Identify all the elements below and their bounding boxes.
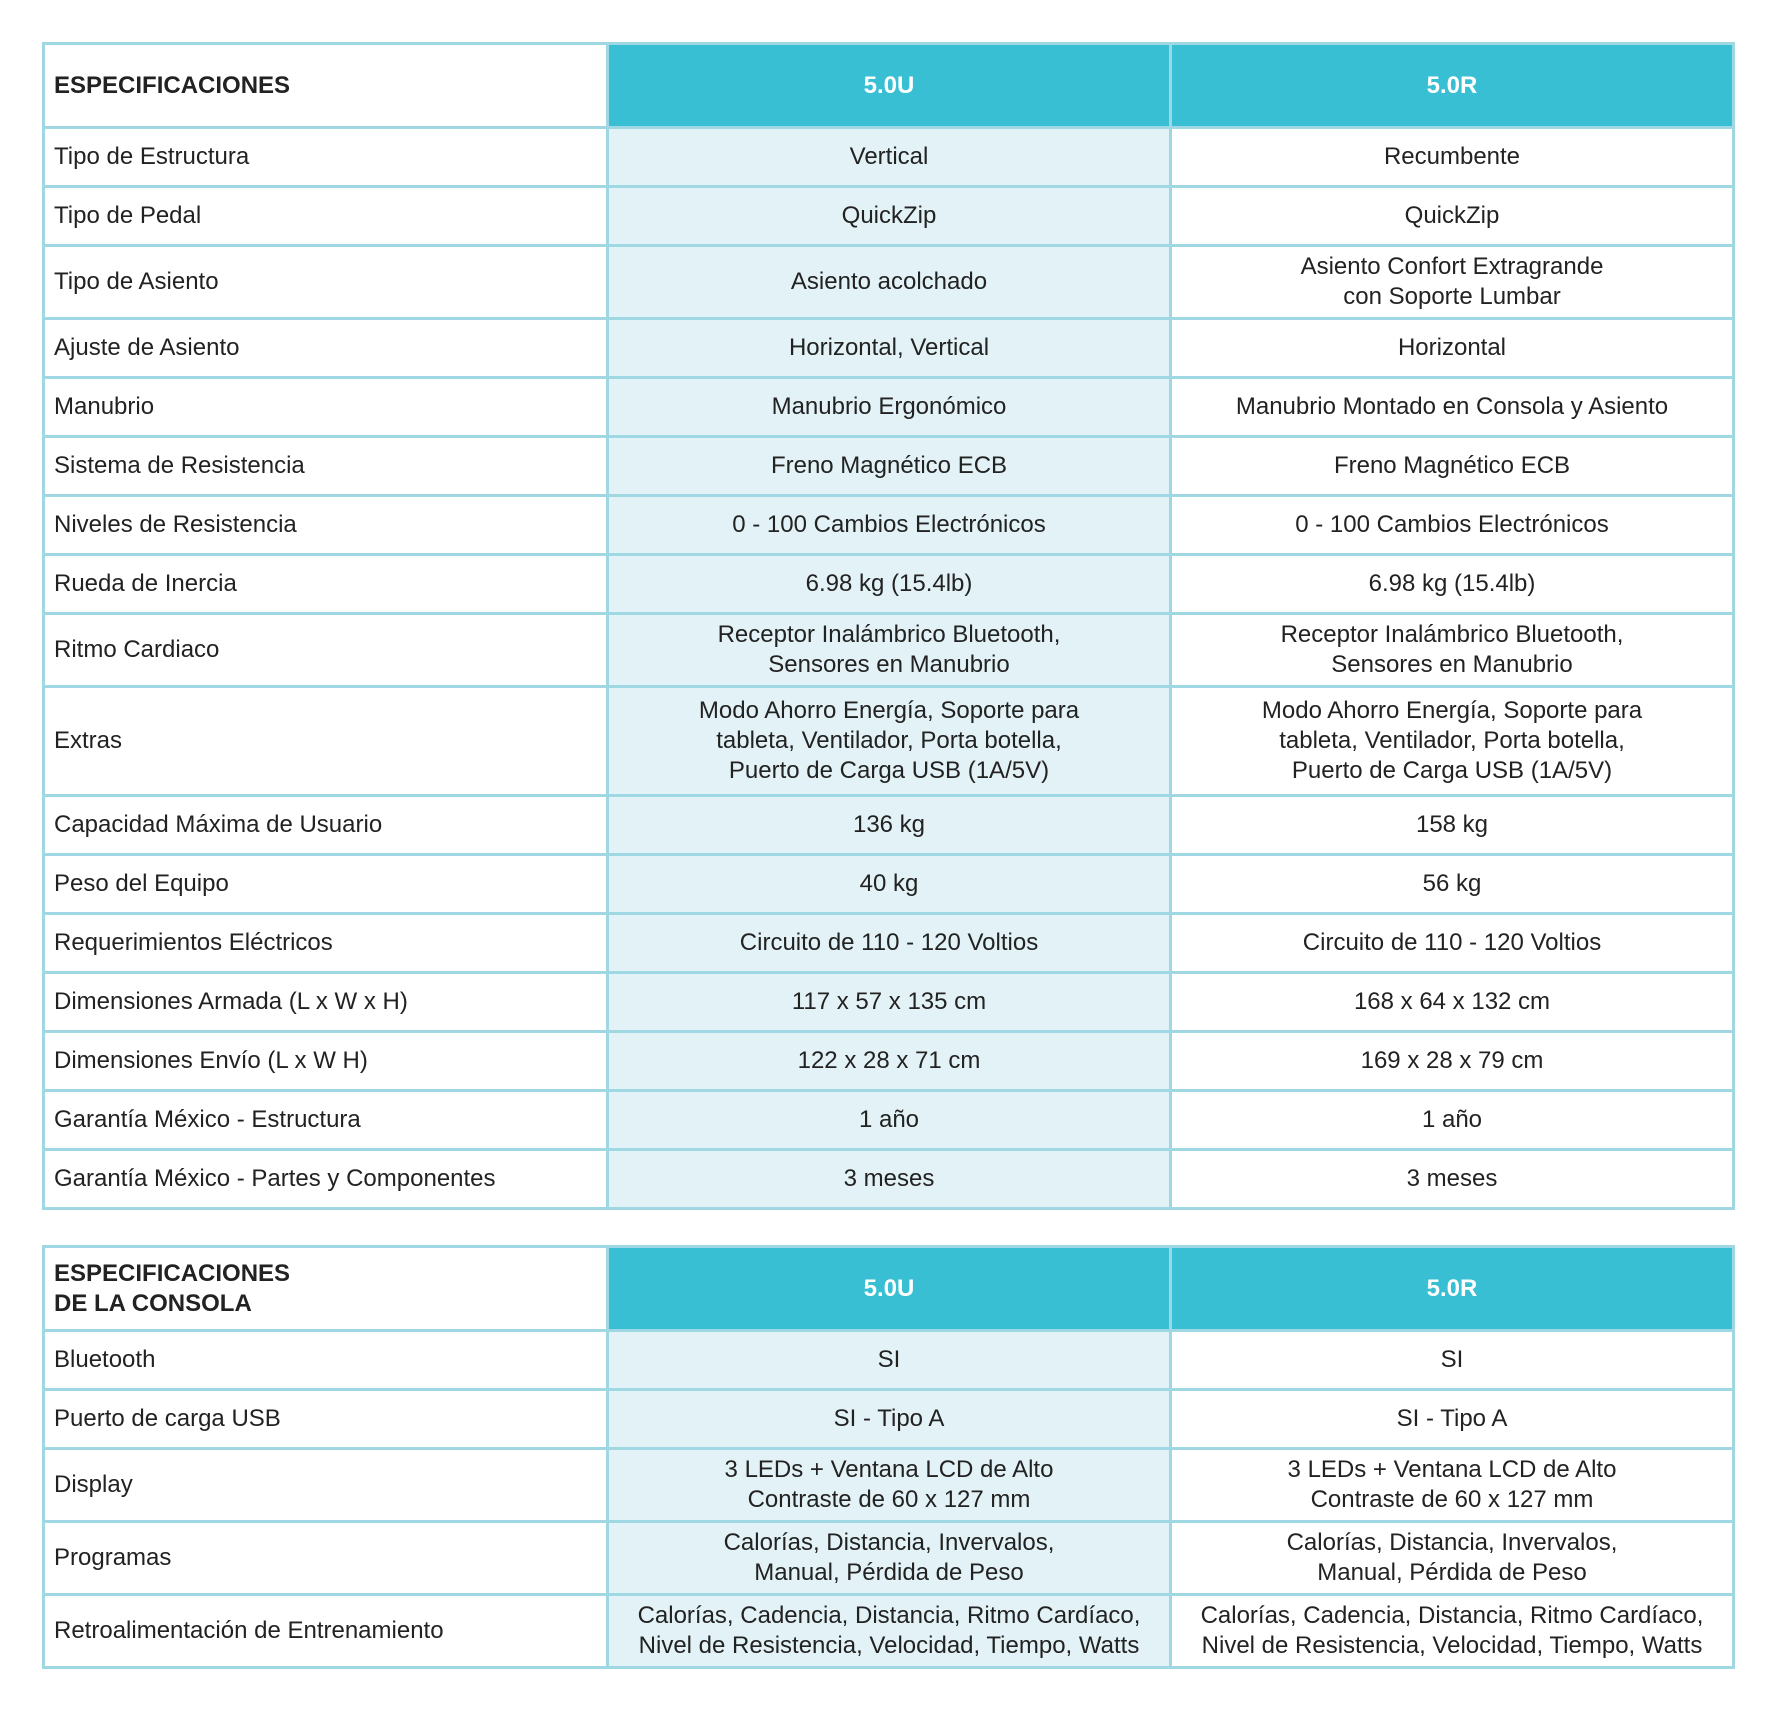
value-5-0u	[608, 1150, 1171, 1209]
value-5-0u	[608, 1032, 1171, 1091]
table-row	[44, 1150, 1734, 1209]
table-header-row	[44, 1247, 1734, 1331]
value-5-0u	[608, 614, 1171, 687]
value-5-0u-line: QuickZip	[841, 202, 937, 229]
value-5-0r-line: Contraste de 60 x 127 mm	[1310, 1486, 1594, 1513]
value-5-0u-line: Manubrio Ergonómico	[771, 393, 1007, 420]
table-row	[44, 437, 1734, 496]
row-label: Programas	[44, 1522, 608, 1595]
table-row	[44, 187, 1734, 246]
value-5-0r	[1171, 1032, 1734, 1091]
value-5-0u-line: 0 - 100 Cambios Electrónicos	[732, 511, 1046, 538]
value-5-0r	[1171, 1449, 1734, 1522]
value-5-0r	[1171, 1331, 1734, 1390]
value-5-0r	[1171, 687, 1734, 796]
value-5-0r-line: Calorías, Distancia, Invervalos,	[1286, 1529, 1618, 1556]
table-title-line-1: ESPECIFICACIONES	[54, 1259, 291, 1287]
value-5-0r-line: 0 - 100 Cambios Electrónicos	[1295, 511, 1609, 538]
value-5-0u	[608, 687, 1171, 796]
table-row	[44, 319, 1734, 378]
value-5-0r	[1171, 319, 1734, 378]
value-5-0u-line: tableta, Ventilador, Porta botella,	[716, 727, 1062, 754]
table-row	[44, 855, 1734, 914]
value-5-0u	[608, 1595, 1171, 1668]
value-5-0u-line: Freno Magnético ECB	[770, 452, 1008, 479]
value-5-0r-line: Asiento Confort Extragrande	[1300, 253, 1604, 280]
table-row	[44, 555, 1734, 614]
value-5-0u-line: Contraste de 60 x 127 mm	[747, 1486, 1031, 1513]
value-5-0r	[1171, 1595, 1734, 1668]
value-5-0r	[1171, 796, 1734, 855]
value-5-0r-line: 169 x 28 x 79 cm	[1360, 1047, 1544, 1074]
value-5-0u-line: Asiento acolchado	[790, 268, 988, 295]
value-5-0u-line: 117 x 57 x 135 cm	[791, 988, 987, 1015]
value-5-0r	[1171, 1091, 1734, 1150]
value-5-0r	[1171, 437, 1734, 496]
row-label: Puerto de carga USB	[44, 1390, 608, 1449]
row-label: Bluetooth	[44, 1331, 608, 1390]
row-label: Garantía México - Estructura	[44, 1091, 608, 1150]
value-5-0u-line: Receptor Inalámbrico Bluetooth,	[717, 621, 1061, 648]
value-5-0u	[608, 128, 1171, 187]
value-5-0r-line: Freno Magnético ECB	[1333, 452, 1571, 479]
value-5-0r	[1171, 973, 1734, 1032]
value-5-0u	[608, 496, 1171, 555]
value-5-0r-line: Circuito de 110 - 120 Voltios	[1302, 929, 1602, 956]
row-label: Niveles de Resistencia	[44, 496, 608, 555]
table-title	[44, 1247, 608, 1331]
table-row	[44, 614, 1734, 687]
specifications-table	[42, 42, 1735, 1210]
value-5-0u-line: 40 kg	[859, 870, 919, 897]
value-5-0r	[1171, 614, 1734, 687]
table-row	[44, 914, 1734, 973]
value-5-0u-line: SI	[877, 1346, 901, 1373]
row-label: Ritmo Cardiaco	[44, 614, 608, 687]
value-5-0u-line: 136 kg	[852, 811, 926, 838]
value-5-0u-line: 122 x 28 x 71 cm	[797, 1047, 981, 1074]
value-5-0u	[608, 319, 1171, 378]
value-5-0u-line: Horizontal, Vertical	[788, 334, 990, 361]
value-5-0u-line: 6.98 kg (15.4lb)	[805, 570, 973, 597]
value-5-0r-line: con Soporte Lumbar	[1343, 283, 1561, 310]
value-5-0u	[608, 914, 1171, 973]
value-5-0r-line: Horizontal	[1397, 334, 1507, 361]
model-5-0r-header: 5.0R	[1171, 44, 1734, 128]
value-5-0r-line: Sensores en Manubrio	[1331, 651, 1573, 678]
value-5-0r	[1171, 1390, 1734, 1449]
value-5-0u-line: Modo Ahorro Energía, Soporte para	[698, 697, 1080, 724]
value-5-0u-line: 3 meses	[843, 1165, 935, 1192]
value-5-0r-line: Recumbente	[1383, 143, 1521, 170]
row-label: Requerimientos Eléctricos	[44, 914, 608, 973]
value-5-0r-line: tableta, Ventilador, Porta botella,	[1279, 727, 1625, 754]
row-label: Tipo de Estructura	[44, 128, 608, 187]
table-row	[44, 128, 1734, 187]
value-5-0r-line: Nivel de Resistencia, Velocidad, Tiempo, Watts	[1201, 1632, 1703, 1659]
value-5-0r-line: 6.98 kg (15.4lb)	[1368, 570, 1536, 597]
table-row	[44, 1595, 1734, 1668]
value-5-0u-line: Circuito de 110 - 120 Voltios	[739, 929, 1039, 956]
model-5-0r-header: 5.0R	[1171, 1247, 1734, 1331]
value-5-0r	[1171, 855, 1734, 914]
value-5-0r	[1171, 496, 1734, 555]
value-5-0r	[1171, 246, 1734, 319]
value-5-0u	[608, 1449, 1171, 1522]
value-5-0r-line: Puerto de Carga USB (1A/5V)	[1291, 757, 1613, 784]
value-5-0r-line: 3 meses	[1406, 1165, 1498, 1192]
value-5-0r	[1171, 1150, 1734, 1209]
value-5-0r	[1171, 128, 1734, 187]
row-label: Rueda de Inercia	[44, 555, 608, 614]
table-row	[44, 796, 1734, 855]
table-row	[44, 378, 1734, 437]
value-5-0u	[608, 796, 1171, 855]
value-5-0u-line: Puerto de Carga USB (1A/5V)	[728, 757, 1050, 784]
table-row	[44, 1091, 1734, 1150]
value-5-0r-line: 158 kg	[1415, 811, 1489, 838]
value-5-0u	[608, 187, 1171, 246]
table-row	[44, 496, 1734, 555]
value-5-0u	[608, 246, 1171, 319]
value-5-0r-line: SI - Tipo A	[1396, 1405, 1508, 1432]
table-row	[44, 687, 1734, 796]
value-5-0u-line: Calorías, Distancia, Invervalos,	[723, 1529, 1055, 1556]
row-label: Manubrio	[44, 378, 608, 437]
value-5-0r-line: 56 kg	[1422, 870, 1482, 897]
value-5-0r	[1171, 555, 1734, 614]
value-5-0u	[608, 1522, 1171, 1595]
value-5-0u-line: Nivel de Resistencia, Velocidad, Tiempo, Watts	[638, 1632, 1140, 1659]
table-row	[44, 1331, 1734, 1390]
row-label: Tipo de Asiento	[44, 246, 608, 319]
value-5-0r	[1171, 187, 1734, 246]
console-specifications-table	[42, 1245, 1735, 1669]
table-row	[44, 246, 1734, 319]
row-label: Retroalimentación de Entrenamiento	[44, 1595, 608, 1668]
value-5-0u-line: Calorías, Cadencia, Distancia, Ritmo Cardíaco,	[637, 1602, 1141, 1629]
value-5-0u-line: 1 año	[858, 1106, 920, 1133]
value-5-0u	[608, 437, 1171, 496]
table-row	[44, 1522, 1734, 1595]
table-header-row	[44, 44, 1734, 128]
value-5-0u	[608, 378, 1171, 437]
model-5-0u-header: 5.0U	[608, 1247, 1171, 1331]
value-5-0r-line: QuickZip	[1404, 202, 1500, 229]
value-5-0u-line: SI - Tipo A	[833, 1405, 945, 1432]
value-5-0r-line: SI	[1440, 1346, 1464, 1373]
value-5-0r-line: 3 LEDs + Ventana LCD de Alto	[1287, 1456, 1617, 1483]
value-5-0u	[608, 1091, 1171, 1150]
value-5-0u	[608, 1390, 1171, 1449]
table-row	[44, 1449, 1734, 1522]
value-5-0u-line: 3 LEDs + Ventana LCD de Alto	[724, 1456, 1054, 1483]
row-label: Sistema de Resistencia	[44, 437, 608, 496]
value-5-0r	[1171, 378, 1734, 437]
row-label: Dimensiones Envío (L x W H)	[44, 1032, 608, 1091]
value-5-0r-line: Calorías, Cadencia, Distancia, Ritmo Cardíaco,	[1200, 1602, 1704, 1629]
value-5-0r	[1171, 1522, 1734, 1595]
value-5-0u-line: Sensores en Manubrio	[768, 651, 1010, 678]
value-5-0r-line: Modo Ahorro Energía, Soporte para	[1261, 697, 1643, 724]
model-5-0u-header: 5.0U	[608, 44, 1171, 128]
table-title: ESPECIFICACIONES	[44, 44, 608, 128]
row-label: Display	[44, 1449, 608, 1522]
row-label: Ajuste de Asiento	[44, 319, 608, 378]
value-5-0r-line: 168 x 64 x 132 cm	[1353, 988, 1551, 1015]
table-row	[44, 1032, 1734, 1091]
value-5-0u	[608, 1331, 1171, 1390]
row-label: Peso del Equipo	[44, 855, 608, 914]
row-label: Dimensiones Armada (L x W x H)	[44, 973, 608, 1032]
value-5-0r-line: 1 año	[1421, 1106, 1483, 1133]
row-label: Capacidad Máxima de Usuario	[44, 796, 608, 855]
value-5-0u	[608, 973, 1171, 1032]
value-5-0r-line: Manual, Pérdida de Peso	[1317, 1559, 1587, 1586]
value-5-0u-line: Vertical	[849, 143, 929, 170]
row-label: Tipo de Pedal	[44, 187, 608, 246]
table-row	[44, 1390, 1734, 1449]
value-5-0r	[1171, 914, 1734, 973]
value-5-0u	[608, 855, 1171, 914]
row-label: Extras	[44, 687, 608, 796]
value-5-0u-line: Manual, Pérdida de Peso	[754, 1559, 1024, 1586]
value-5-0r-line: Receptor Inalámbrico Bluetooth,	[1280, 621, 1624, 648]
value-5-0r-line: Manubrio Montado en Consola y Asiento	[1235, 393, 1669, 420]
table-row	[44, 973, 1734, 1032]
row-label: Garantía México - Partes y Componentes	[44, 1150, 608, 1209]
table-title-line-2: DE LA CONSOLA	[54, 1289, 252, 1317]
value-5-0u	[608, 555, 1171, 614]
